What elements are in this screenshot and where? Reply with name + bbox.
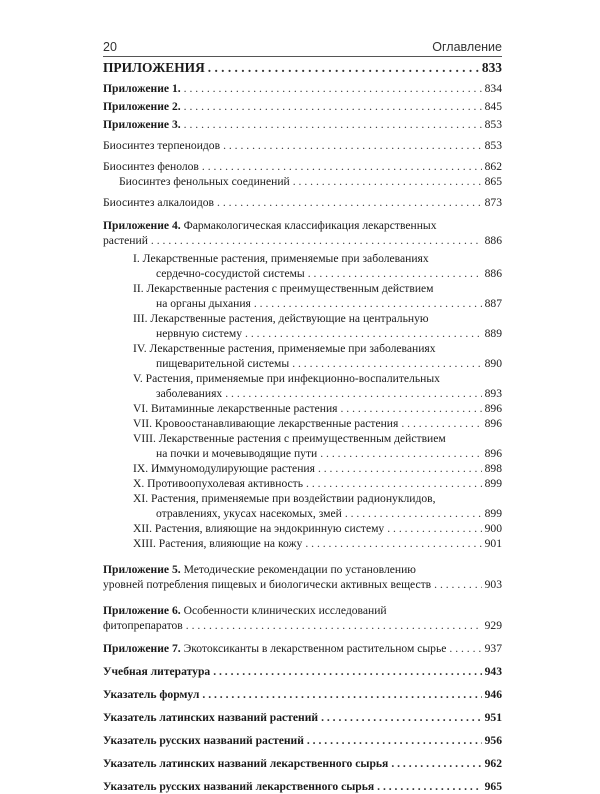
toc-entry-title: растений [103, 234, 148, 247]
appendix-label: Приложение 6. [103, 604, 181, 617]
toc-entry-appendix-1[interactable] [103, 81, 502, 96]
appendix-text: Фармакологическая классификация лекарственных [180, 219, 437, 232]
dot-leader [434, 577, 481, 592]
appendix-label: Приложение 7. [103, 642, 181, 655]
toc-entry-appendix-7[interactable] [103, 641, 502, 656]
toc-subentry-1-cont[interactable] [103, 266, 502, 281]
dot-leader [213, 664, 481, 679]
toc-entry-formula-index[interactable] [103, 687, 502, 702]
toc-subentry-2[interactable]: II. Лекарственные растения с преимущественным действием [133, 282, 434, 295]
dot-leader [308, 266, 482, 281]
toc-page: 834 [484, 82, 502, 95]
toc-subentry-3[interactable]: III. Лекарственные растения, действующие на центральную [133, 312, 429, 325]
toc-subentry-6[interactable] [103, 401, 502, 416]
toc-page: 929 [484, 619, 502, 632]
toc-page: 943 [484, 665, 502, 678]
toc-entry-title: нервную систему [156, 327, 243, 340]
toc-entry-appendix-6-cont[interactable] [103, 618, 502, 633]
toc-entry-latin-raw-index[interactable] [103, 756, 502, 771]
toc-entry-appendix-2[interactable] [103, 99, 502, 114]
toc-subentry-13[interactable] [103, 536, 502, 551]
toc-subentry-5[interactable]: V. Растения, применяемые при инфекционно-воспалительных [133, 372, 440, 385]
toc-page: 946 [484, 688, 502, 701]
toc-entry-phenols[interactable] [103, 159, 502, 174]
dot-leader [318, 461, 482, 476]
toc-page: 893 [484, 387, 502, 400]
dot-leader [217, 195, 482, 210]
toc-entry-appendix-4[interactable] [103, 218, 502, 233]
dot-leader [305, 536, 481, 551]
toc-subentry-5-cont[interactable] [103, 386, 502, 401]
toc-entry-title: Указатель формул [103, 688, 200, 701]
toc-page: 962 [484, 757, 502, 770]
toc-entry-title: на почки и мочевыводящие пути [156, 447, 318, 460]
dot-leader [401, 416, 481, 431]
toc-entry-appendix-6[interactable] [103, 603, 502, 618]
toc-entry-title: XIII. Растения, влияющие на кожу [133, 537, 303, 550]
toc-entry-russian-raw-index[interactable] [103, 779, 502, 794]
toc-entry-title: Указатель русских названий лекарственного сырья [103, 780, 375, 793]
dot-leader [345, 506, 482, 521]
table-of-contents [103, 60, 502, 794]
toc-page: 896 [484, 417, 502, 430]
appendix-text: Особенности клинических исследований [180, 604, 387, 617]
toc-page: 862 [484, 160, 502, 173]
toc-entry-title: IX. Иммуномодулирующие растения [133, 462, 315, 475]
toc-entry-title: VII. Кровоостанавливающие лекарственные растения [133, 417, 399, 430]
dot-leader [449, 641, 481, 656]
page-number: 20 [103, 40, 117, 54]
dot-leader [292, 356, 481, 371]
toc-subentry-11[interactable]: XI. Растения, применяемые при воздействии радионуклидов, [133, 492, 436, 505]
toc-entry-appendix-5[interactable] [103, 562, 502, 577]
toc-entry-title: Биосинтез алкалоидов [103, 196, 215, 209]
toc-entry-title: Указатель латинских названий лекарственного сырья [103, 757, 389, 770]
toc-entry-terpenoids[interactable] [103, 138, 502, 153]
toc-entry-title: XII. Растения, влияющие на эндокринную систему [133, 522, 385, 535]
toc-subentry-3-cont[interactable] [103, 326, 502, 341]
dot-leader [225, 386, 481, 401]
dot-leader [186, 618, 482, 633]
dot-leader [306, 476, 482, 491]
appendix-label: Приложение 4. [103, 219, 181, 232]
toc-page: 873 [484, 196, 502, 209]
toc-entry-title: Указатель русских названий растений [103, 734, 304, 747]
toc-entry-russian-plants-index[interactable] [103, 733, 502, 748]
toc-subentry-11-cont[interactable] [103, 506, 502, 521]
dot-leader [321, 710, 482, 725]
toc-entry-title: фитопрепаратов [103, 619, 183, 632]
toc-entry-title: Биосинтез фенольных соединений [119, 175, 290, 188]
toc-entry-title: ПРИЛОЖЕНИЯ [103, 60, 205, 75]
dot-leader [377, 779, 481, 794]
toc-page: 956 [484, 734, 502, 747]
toc-subentry-8[interactable]: VIII. Лекарственные растения с преимущественным действием [133, 432, 446, 445]
toc-entry-title: на органы дыхания [156, 297, 251, 310]
toc-subentry-4-cont[interactable] [103, 356, 502, 371]
toc-page: 896 [484, 402, 502, 415]
toc-page: 853 [484, 139, 502, 152]
toc-page: 887 [484, 297, 502, 310]
dot-leader [223, 138, 482, 153]
toc-entry-title: Учебная литература [103, 665, 211, 678]
toc-page: 899 [484, 507, 502, 520]
toc-subentry-12[interactable] [103, 521, 502, 536]
toc-entry-title: уровней потребления пищевых и биологически активных веществ [103, 578, 432, 591]
toc-entry-appendix-3[interactable] [103, 117, 502, 132]
dot-leader [320, 446, 481, 461]
toc-page: 853 [484, 118, 502, 131]
toc-page: 845 [484, 100, 502, 113]
running-header [103, 32, 502, 54]
toc-page: 965 [484, 780, 502, 793]
toc-entry-title: пищеварительной системы [156, 357, 290, 370]
toc-subentry-1[interactable]: I. Лекарственные растения, применяемые при заболеваниях [133, 252, 429, 265]
toc-page: 865 [484, 175, 502, 188]
toc-page: 890 [484, 357, 502, 370]
toc-subentry-7[interactable] [103, 416, 502, 431]
toc-page: 901 [484, 537, 502, 550]
dot-leader [254, 296, 482, 311]
toc-entry-title: Приложение 3. [103, 118, 181, 131]
toc-page: 889 [484, 327, 502, 340]
appendix-label: Приложение 5. [103, 563, 181, 576]
dot-leader [245, 326, 482, 341]
dot-leader [387, 521, 481, 536]
toc-page: 896 [484, 447, 502, 460]
toc-entry-title: сердечно-сосудистой системы [156, 267, 305, 280]
toc-entry-title: VI. Витаминные лекарственные растения [133, 402, 338, 415]
toc-entry-appendices[interactable] [103, 60, 502, 75]
header-title: Оглавление [432, 40, 502, 54]
toc-entry-title: Биосинтез терпеноидов [103, 139, 221, 152]
toc-subentry-2-cont[interactable] [103, 296, 502, 311]
appendix-text: Экотоксиканты в лекарственном растительном сырье [180, 642, 447, 655]
toc-entry-appendix-5-cont[interactable] [103, 577, 502, 592]
toc-page: 898 [484, 462, 502, 475]
toc-page: 886 [484, 267, 502, 280]
dot-leader [202, 159, 482, 174]
toc-page: 900 [484, 522, 502, 535]
toc-entry-title: заболеваниях [156, 387, 223, 400]
toc-entry-alkaloids[interactable] [103, 195, 502, 210]
header-rule [103, 56, 502, 57]
dot-leader [307, 733, 482, 748]
toc-page: 937 [484, 642, 502, 655]
appendix-text: Методические рекомендации по установлению [180, 563, 416, 576]
dot-leader [184, 99, 482, 114]
dot-leader [208, 60, 479, 75]
toc-subentry-10[interactable] [103, 476, 502, 491]
toc-page: 899 [484, 477, 502, 490]
toc-entry-title: Приложение 2. [103, 100, 181, 113]
toc-entry-latin-plants-index[interactable] [103, 710, 502, 725]
toc-entry-title: X. Противоопухолевая активность [133, 477, 304, 490]
toc-entry-literature[interactable] [103, 664, 502, 679]
dot-leader [293, 174, 482, 189]
dot-leader [184, 117, 482, 132]
dot-leader [151, 233, 482, 248]
toc-entry-title: Указатель латинских названий растений [103, 711, 319, 724]
toc-entry-title: Биосинтез фенолов [103, 160, 199, 173]
toc-entry-phenolic-compounds[interactable] [103, 174, 502, 189]
toc-subentry-8-cont[interactable] [103, 446, 502, 461]
dot-leader [184, 81, 482, 96]
dot-leader [202, 687, 481, 702]
toc-page: 951 [484, 711, 502, 724]
dot-leader [341, 401, 482, 416]
toc-subentry-4[interactable]: IV. Лекарственные растения, применяемые при заболеваниях [133, 342, 436, 355]
toc-entry-title: Приложение 1. [103, 82, 181, 95]
toc-entry-appendix-4-cont[interactable] [103, 233, 502, 248]
toc-entry-title: отравлениях, укусах насекомых, змей [156, 507, 342, 520]
dot-leader [391, 756, 481, 771]
toc-page: 886 [484, 234, 502, 247]
toc-page: 833 [481, 60, 502, 75]
toc-subentry-9[interactable] [103, 461, 502, 476]
toc-page: 903 [484, 578, 502, 591]
